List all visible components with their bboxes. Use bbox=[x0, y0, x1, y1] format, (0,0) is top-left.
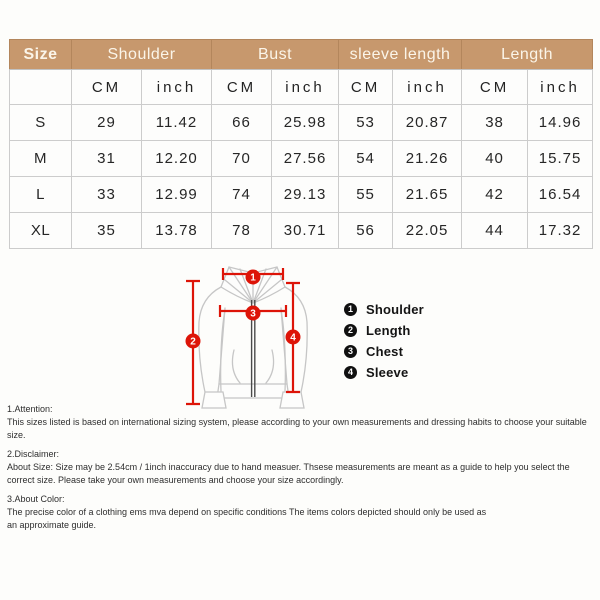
about-color-note bbox=[7, 493, 597, 532]
attention-note bbox=[7, 403, 597, 442]
table-cell: L bbox=[10, 177, 72, 213]
table-cell: 15.75 bbox=[528, 141, 593, 177]
unit-cell: CM bbox=[462, 70, 528, 105]
legend-label: Shoulder bbox=[366, 302, 424, 317]
table-cell: 38 bbox=[462, 105, 528, 141]
unit-cell: inch bbox=[142, 70, 212, 105]
legend-item-shoulder bbox=[344, 299, 424, 320]
table-cell: 53 bbox=[339, 105, 393, 141]
table-cell: 74 bbox=[212, 177, 272, 213]
table-cell: 55 bbox=[339, 177, 393, 213]
measurement-legend bbox=[344, 299, 424, 383]
size-table bbox=[9, 39, 593, 249]
legend-label: Sleeve bbox=[366, 365, 409, 380]
unit-cell: inch bbox=[272, 70, 339, 105]
table-cell: 35 bbox=[72, 213, 142, 249]
circled-number-icon: 4 bbox=[344, 366, 357, 379]
table-cell: 11.42 bbox=[142, 105, 212, 141]
marker-4: 4 bbox=[290, 332, 296, 344]
unit-cell: CM bbox=[212, 70, 272, 105]
marker-1: 1 bbox=[250, 272, 256, 284]
about-color-title: 3.About Color: bbox=[7, 494, 65, 504]
circled-number-icon: 3 bbox=[344, 345, 357, 358]
marker-3: 3 bbox=[250, 308, 256, 320]
table-cell: 20.87 bbox=[393, 105, 462, 141]
table-cell: 17.32 bbox=[528, 213, 593, 249]
table-units-row bbox=[10, 70, 593, 105]
table-cell: 16.54 bbox=[528, 177, 593, 213]
table-cell: 22.05 bbox=[393, 213, 462, 249]
circled-number-icon: 2 bbox=[344, 324, 357, 337]
marker-2: 2 bbox=[190, 336, 196, 348]
table-row-s bbox=[10, 105, 593, 141]
table-cell: XL bbox=[10, 213, 72, 249]
table-row-m bbox=[10, 141, 593, 177]
about-color-body: The precise color of a clothing ems mva depend on specific conditions The items colors depicted should only be used as an approximate guide. bbox=[7, 507, 487, 530]
table-cell: 12.20 bbox=[142, 141, 212, 177]
col-header-length: Length bbox=[462, 40, 593, 70]
disclaimer-body: About Size: Size may be 2.54cm / 1inch inaccuracy due to hand measuer. Thsese measurements are meant as a guide to help you select the correct size. Please take your own measurements and choose your size accordingly. bbox=[7, 462, 570, 485]
table-cell: 21.26 bbox=[393, 141, 462, 177]
table-cell: 42 bbox=[462, 177, 528, 213]
table-cell: 78 bbox=[212, 213, 272, 249]
table-cell: M bbox=[10, 141, 72, 177]
table-cell: 13.78 bbox=[142, 213, 212, 249]
circled-number-icon: 1 bbox=[344, 303, 357, 316]
table-row-l bbox=[10, 177, 593, 213]
table-cell: 31 bbox=[72, 141, 142, 177]
col-header-size: Size bbox=[10, 40, 72, 70]
jacket-measurement-diagram-icon bbox=[173, 253, 333, 413]
unit-cell: CM bbox=[72, 70, 142, 105]
table-cell: 29.13 bbox=[272, 177, 339, 213]
col-header-bust: Bust bbox=[212, 40, 339, 70]
table-cell: 21.65 bbox=[393, 177, 462, 213]
table-cell: S bbox=[10, 105, 72, 141]
table-cell: 70 bbox=[212, 141, 272, 177]
legend-label: Chest bbox=[366, 344, 404, 359]
table-cell: 29 bbox=[72, 105, 142, 141]
units-blank-cell bbox=[10, 70, 72, 105]
unit-cell: inch bbox=[528, 70, 593, 105]
attention-body: This sizes listed is based on international sizing system, please according to your own measurements and dressing habits to choose your suitable size. bbox=[7, 417, 587, 440]
table-cell: 44 bbox=[462, 213, 528, 249]
legend-label: Length bbox=[366, 323, 411, 338]
table-cell: 30.71 bbox=[272, 213, 339, 249]
table-header-row bbox=[10, 40, 593, 70]
disclaimer-note bbox=[7, 448, 597, 487]
legend-item-chest bbox=[344, 341, 424, 362]
unit-cell: CM bbox=[339, 70, 393, 105]
table-row-xl bbox=[10, 213, 593, 249]
disclaimer-title: 2.Disclaimer: bbox=[7, 449, 60, 459]
legend-item-length bbox=[344, 320, 424, 341]
col-header-shoulder: Shoulder bbox=[72, 40, 212, 70]
table-cell: 27.56 bbox=[272, 141, 339, 177]
table-cell: 25.98 bbox=[272, 105, 339, 141]
table-cell: 54 bbox=[339, 141, 393, 177]
attention-title: 1.Attention: bbox=[7, 404, 53, 414]
table-cell: 33 bbox=[72, 177, 142, 213]
table-cell: 40 bbox=[462, 141, 528, 177]
legend-item-sleeve bbox=[344, 362, 424, 383]
unit-cell: inch bbox=[393, 70, 462, 105]
table-cell: 12.99 bbox=[142, 177, 212, 213]
col-header-sleeve-length: sleeve length bbox=[339, 40, 462, 70]
table-cell: 56 bbox=[339, 213, 393, 249]
table-cell: 66 bbox=[212, 105, 272, 141]
table-cell: 14.96 bbox=[528, 105, 593, 141]
notes-section bbox=[7, 403, 597, 532]
